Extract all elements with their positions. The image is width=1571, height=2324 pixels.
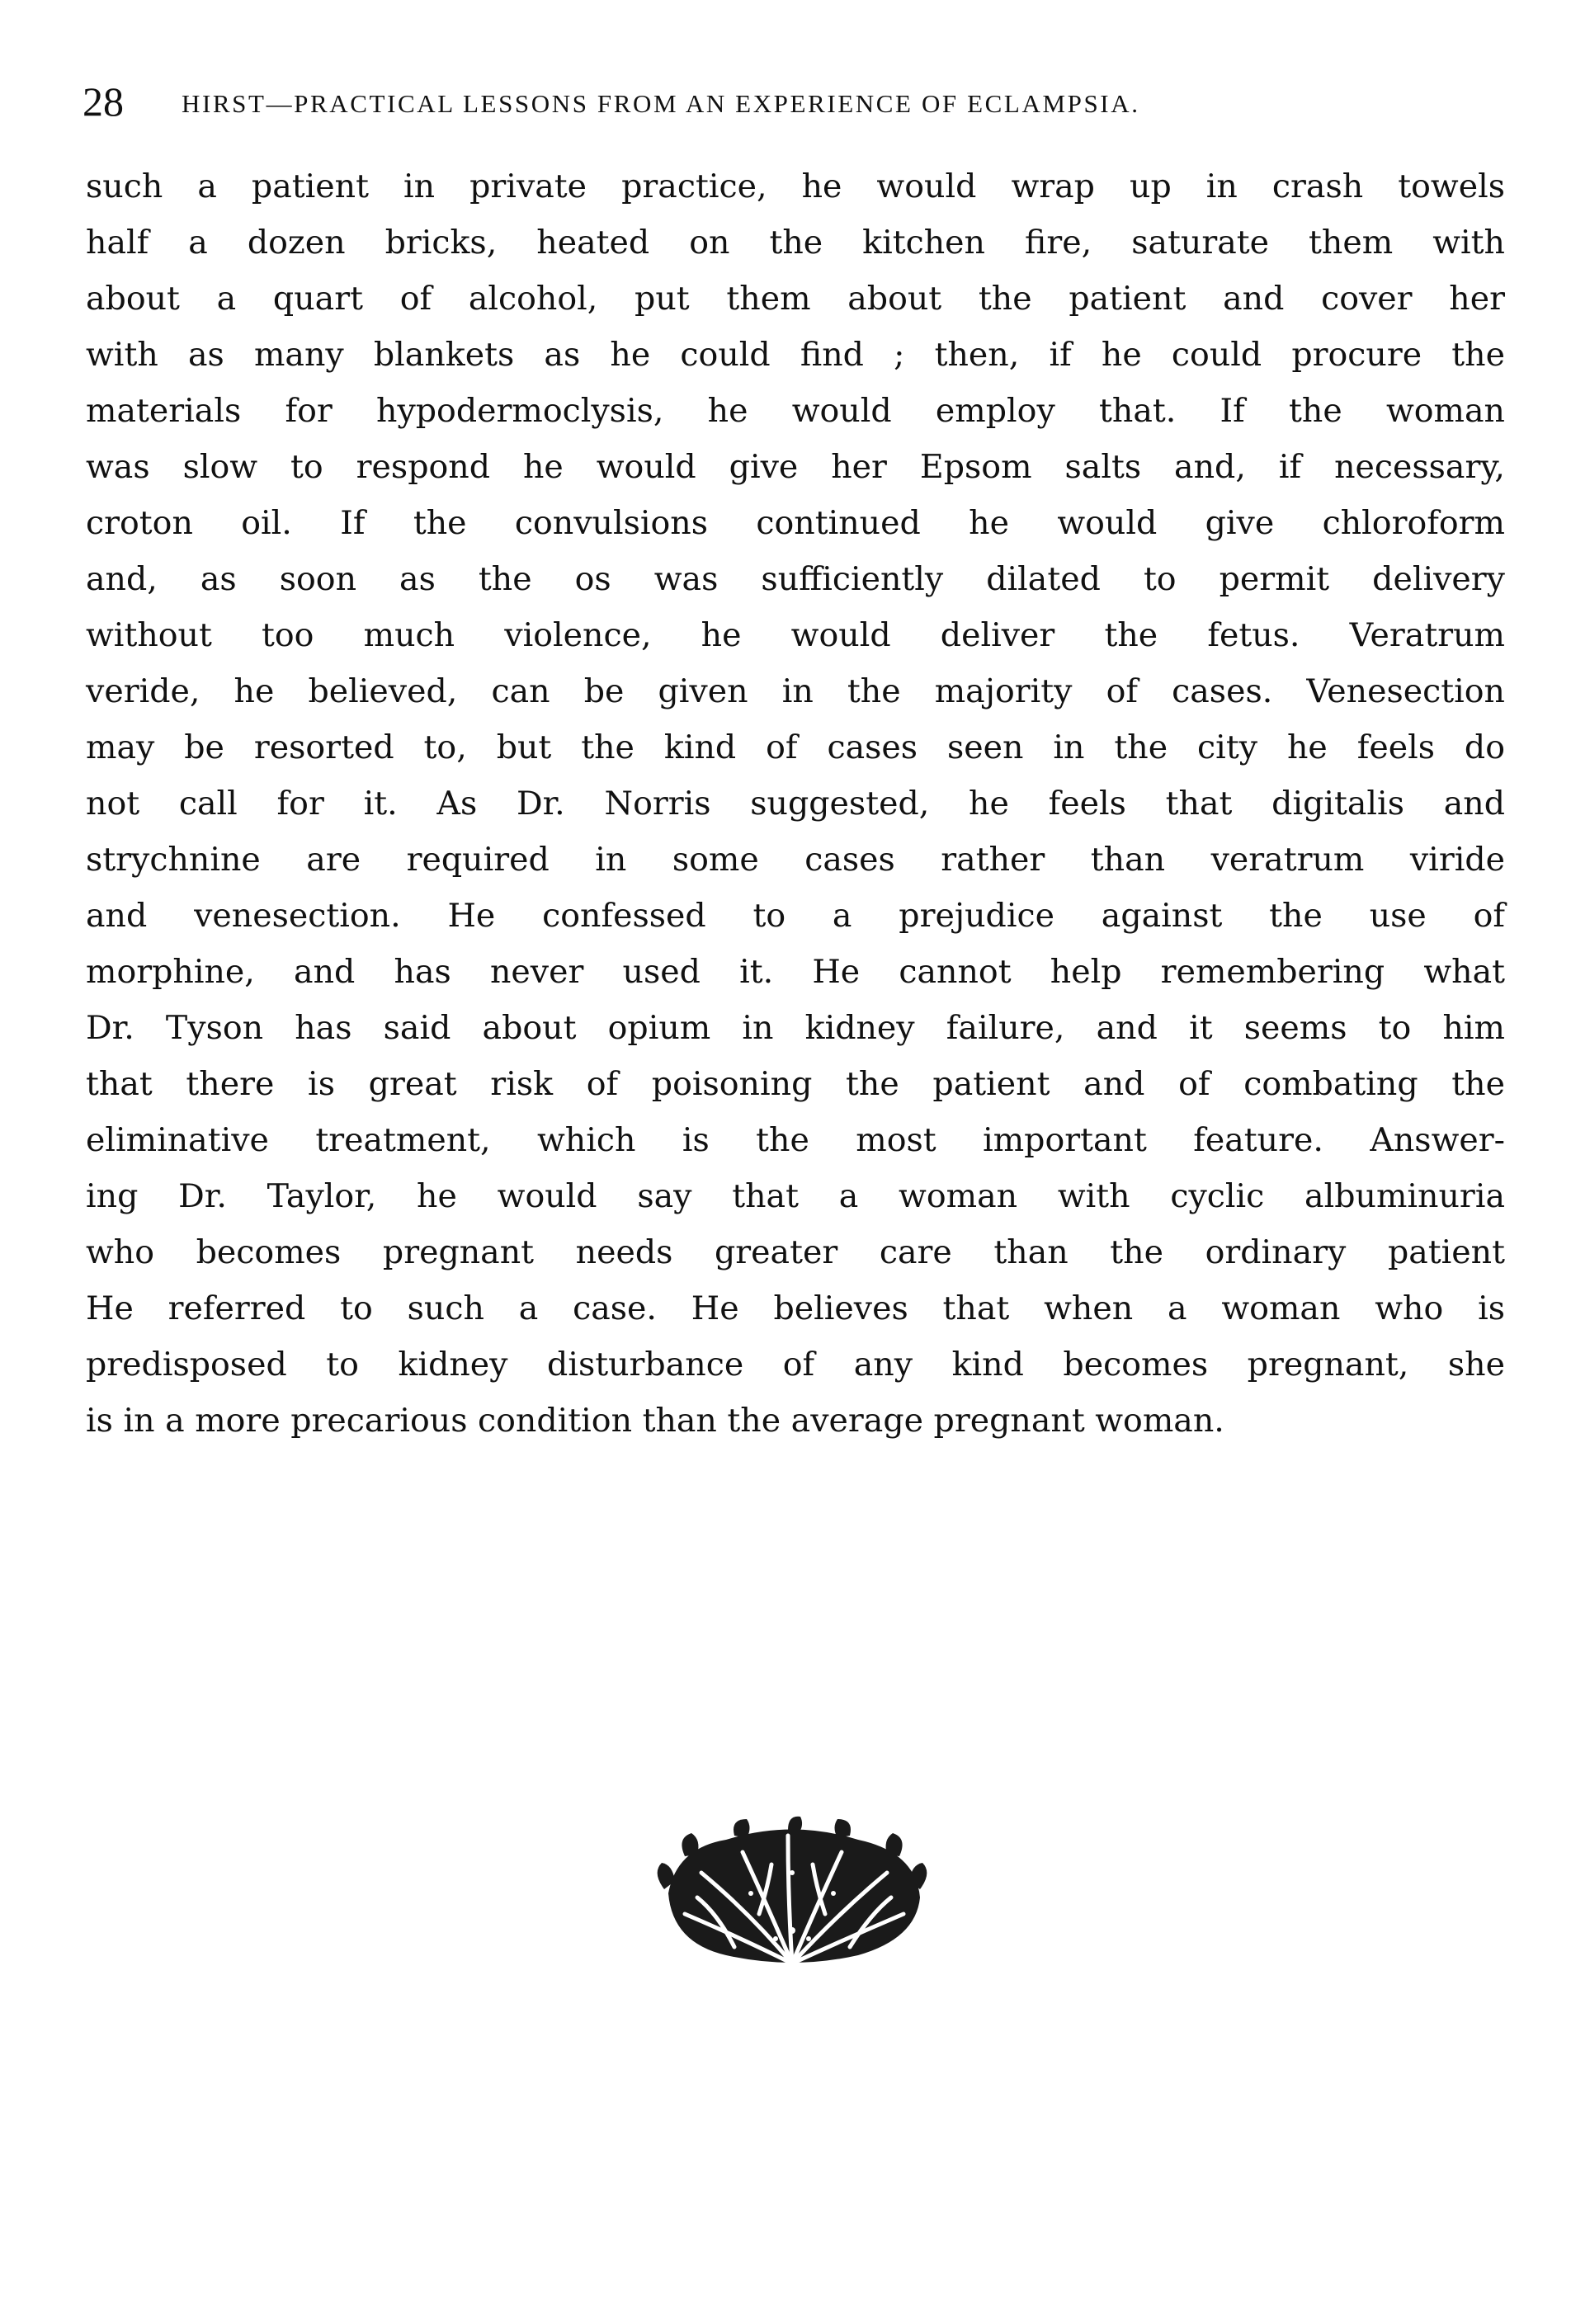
text-line: croton oil. If the convulsions continued he would give chloroform	[86, 504, 1505, 542]
text-line: without too much violence, he would deliver the fetus. Veratrum	[86, 616, 1505, 654]
text-line: He referred to such a case. He believes that when a woman who is	[86, 1289, 1505, 1327]
text-line: Dr. Tyson has said about opium in kidney failure, and it seems to him	[86, 1009, 1505, 1047]
body-paragraph	[86, 158, 1505, 1449]
text-line-last: is in a more precarious condition than the average pregnant woman.	[86, 1402, 1224, 1440]
text-line: such a patient in private practice, he would wrap up in crash towels	[86, 167, 1505, 205]
text-line: ing Dr. Taylor, he would say that a woman with cyclic albuminuria	[86, 1177, 1505, 1215]
text-line: was slow to respond he would give her Epsom salts and, if necessary,	[86, 448, 1505, 486]
text-line: and venesection. He confessed to a prejudice against the use of	[86, 897, 1505, 935]
text-line: and, as soon as the os was sufficiently dilated to permit delivery	[86, 560, 1505, 598]
text-line: strychnine are required in some cases rather than veratrum viride	[86, 841, 1505, 879]
text-line: not call for it. As Dr. Norris suggested, he feels that digitalis and	[86, 785, 1505, 823]
text-line: morphine, and has never used it. He cannot help remembering what	[86, 953, 1505, 991]
text-line: materials for hypodermoclysis, he would employ that. If the woman	[86, 392, 1505, 430]
text-line: eliminative treatment, which is the most important feature. Answer-	[86, 1121, 1505, 1159]
text-line: about a quart of alcohol, put them about the patient and cover her	[86, 280, 1505, 318]
text-line: may be resorted to, but the kind of cases seen in the city he feels do	[86, 728, 1505, 766]
text-line: veride, he believed, can be given in the majority of cases. Venesection	[86, 672, 1505, 710]
running-head	[83, 73, 1502, 130]
text-line: who becomes pregnant needs greater care than the ordinary patient	[86, 1233, 1505, 1271]
running-title: HIRST—PRACTICAL LESSONS FROM AN EXPERIENCE OF ECLAMPSIA.	[182, 89, 1140, 118]
text-line: that there is great risk of poisoning the patient and of combating the	[86, 1065, 1505, 1103]
text-line: predisposed to kidney disturbance of any kind becomes pregnant, she	[86, 1346, 1505, 1384]
text-line: half a dozen bricks, heated on the kitchen fire, saturate them with	[86, 224, 1505, 262]
page-number: 28	[83, 78, 124, 125]
text-line: with as many blankets as he could find ; then, if he could procure the	[86, 336, 1505, 374]
chrysanthemum-ornament-icon	[652, 1815, 932, 1972]
